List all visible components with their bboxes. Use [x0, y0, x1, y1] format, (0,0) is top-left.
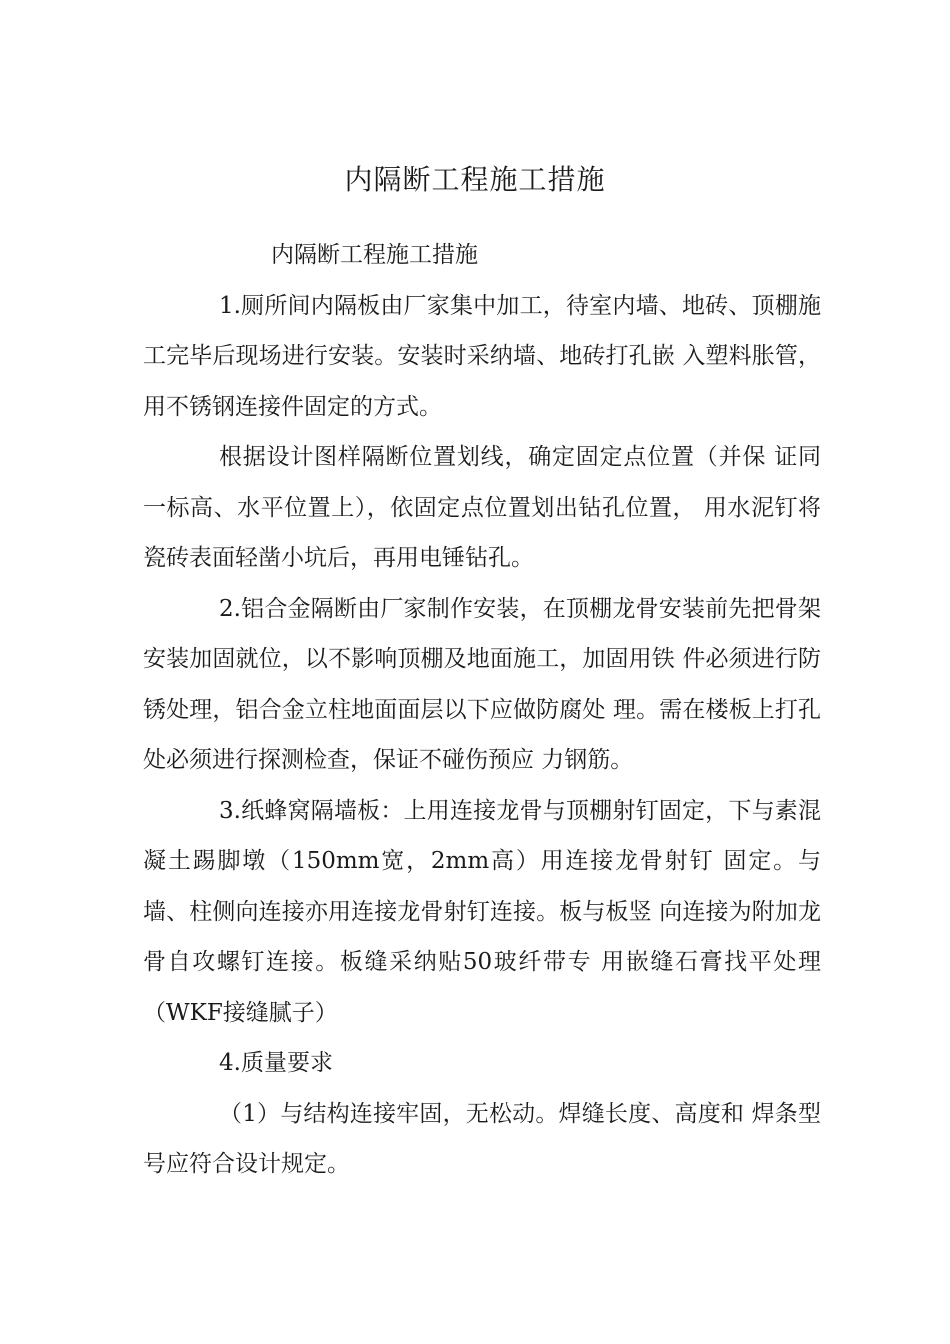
- paragraph-item-3: 3.纸蜂窝隔墙板：上用连接龙骨与顶棚射钉固定，下与素混凝土踢脚墩（150mm宽，2mm高）用连接龙骨射钉 固定。与墙、柱侧向连接亦用连接龙骨射钉连接。板与板竖 向连接为附加龙骨自攻螺钉连接。板缝采纳贴50玻纤带专 用嵌缝石膏找平处理（WKF接缝腻子）: [143, 797, 821, 1026]
- document-body: [143, 230, 821, 1190]
- section-heading: 内隔断工程施工措施: [271, 242, 478, 268]
- document-title: 内隔断工程施工措施: [344, 163, 606, 196]
- paragraph-item-4-1: （1）与结构连接牢固，无松动。焊缝长度、高度和 焊条型号应符合设计规定。: [143, 1100, 821, 1177]
- paragraph-item-1-detail: 根据设计图样隔断位置划线，确定固定点位置（并保 证同一标高、水平位置上），依固定点位置划出钻孔位置， 用水泥钉将瓷砖表面轻凿小坑后，再用电锤钻孔。: [143, 444, 821, 571]
- paragraph-item-2: 2.铝合金隔断由厂家制作安装，在顶棚龙骨安装前先把骨架安装加固就位，以不影响顶棚及地面施工，加固用铁 件必须进行防锈处理，铝合金立柱地面面层以下应做防腐处 理。需在楼板上打孔处必须进行探测检查，保证不碰伤预应 力钢筋。: [143, 595, 821, 773]
- paragraph-item-4-heading: 4.质量要求: [219, 1050, 333, 1076]
- paragraph-item-1: 1.厕所间内隔板由厂家集中加工，待室内墙、地砖、顶棚施工完毕后现场进行安装。安装时采纳墙、地砖打孔嵌 入塑料胀管，用不锈钢连接件固定的方式。: [143, 292, 821, 420]
